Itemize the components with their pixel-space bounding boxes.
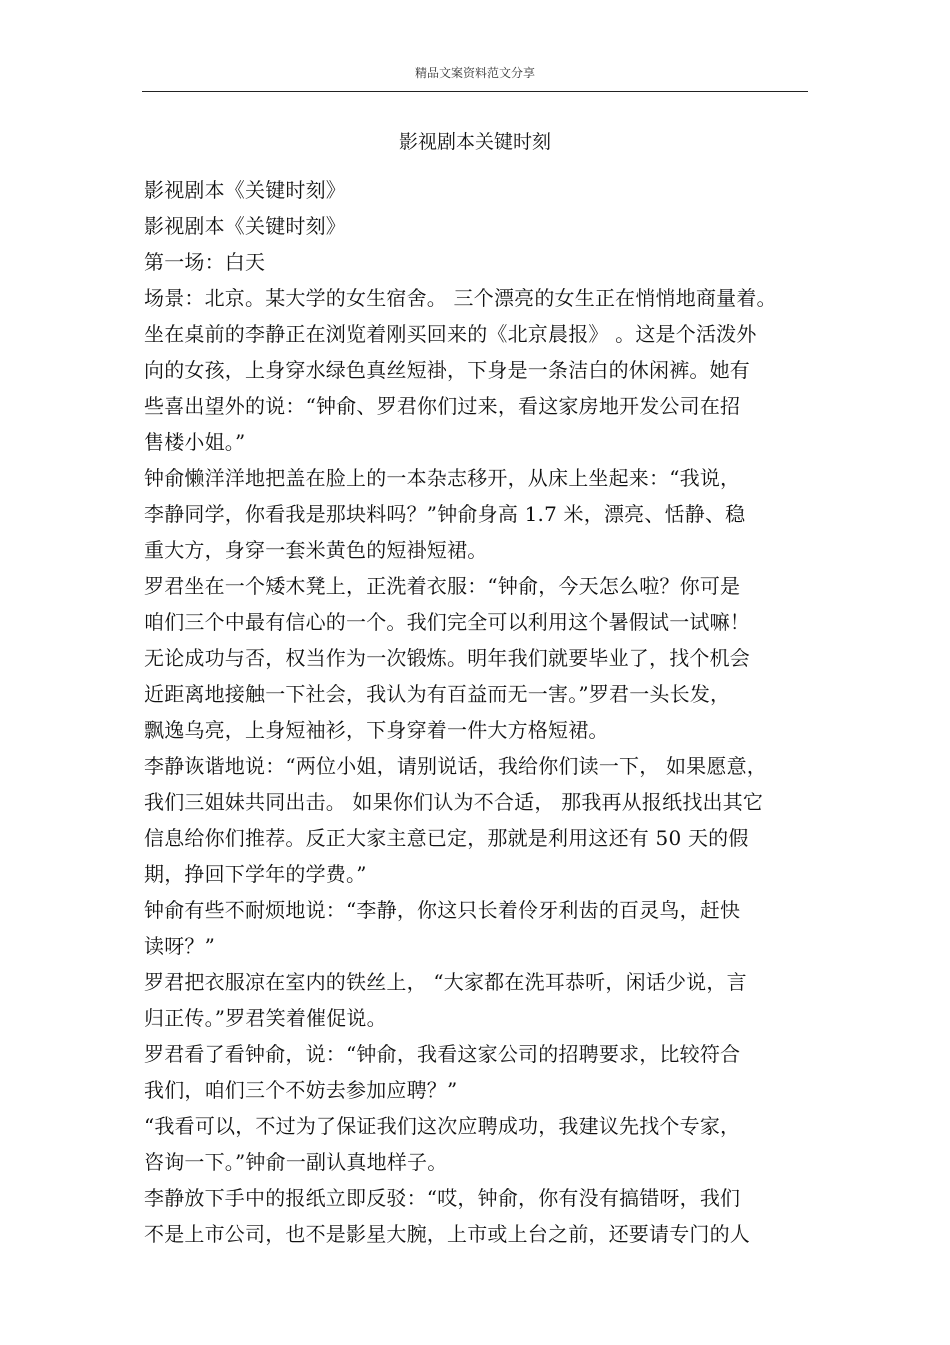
header-divider (142, 91, 808, 92)
text-line: 钟俞懒洋洋地把盖在脸上的一本杂志移开，从床上坐起来：“我说， (144, 466, 741, 490)
text-line: 重大方，身穿一套米黄色的短褂短裙。 (144, 538, 488, 562)
text-line: 场景：北京。某大学的女生宿舍。 三个漂亮的女生正在悄悄地商量着。 (144, 286, 777, 310)
text-line: 钟俞有些不耐烦地说：“李静，你这只长着伶牙利齿的百灵鸟，赶快 (144, 898, 741, 922)
text-line: 不是上市公司，也不是影星大腕，上市或上台之前，还要请专门的人 (144, 1222, 750, 1246)
text-line: 无论成功与否，权当作为一次锻炼。明年我们就要毕业了，找个机会 (144, 646, 750, 670)
page-header: 精品文案资料范文分享 (414, 66, 535, 80)
text-line: 李静同学，你看我是那块料吗？”钟俞身高 1.7 米，漂亮、恬静、稳 (144, 502, 746, 526)
text-line: 罗君坐在一个矮木凳上，正洗着衣服：“钟俞，今天怎么啦？你可是 (144, 574, 741, 598)
text-line: 罗君把衣服凉在室内的铁丝上， “大家都在洗耳恭听，闲话少说，言 (144, 970, 747, 994)
text-line: 飘逸乌亮，上身短袖衫，下身穿着一件大方格短裙。 (144, 718, 609, 742)
text-line: 第一场：白天 (144, 250, 266, 274)
text-line: 我们，咱们三个不妨去参加应聘？” (144, 1078, 458, 1102)
text-line: 李静放下手中的报纸立即反驳：“哎，钟俞，你有没有搞错呀，我们 (144, 1186, 741, 1210)
text-line: 坐在桌前的李静正在浏览着刚买回来的《北京晨报》 。这是个活泼外 (144, 322, 757, 346)
text-line: 读呀？” (144, 934, 216, 958)
text-line: 售楼小姐。” (144, 430, 246, 454)
text-line: 李静诙谐地说：“两位小姐，请别说话，我给你们读一下， 如果愿意， (144, 754, 767, 778)
text-line: 些喜出望外的说：“钟俞、罗君你们过来，看这家房地开发公司在招 (144, 394, 741, 418)
text-line: 信息给你们推荐。反正大家主意已定，那就是利用这还有 50 天的假 (144, 826, 749, 850)
text-line: 影视剧本《关键时刻》 (144, 214, 346, 238)
text-line: 归正传。”罗君笑着催促说。 (144, 1006, 387, 1030)
text-line: “我看可以，不过为了保证我们这次应聘成功，我建议先找个专家， (144, 1114, 741, 1138)
text-line: 罗君看了看钟俞，说：“钟俞，我看这家公司的招聘要求，比较符合 (144, 1042, 741, 1066)
text-line: 咱们三个中最有信心的一个。我们完全可以利用这个暑假试一试嘛！ (144, 610, 750, 634)
text-line: 影视剧本《关键时刻》 (144, 178, 346, 202)
document-body (144, 172, 808, 1252)
text-line: 期，挣回下学年的学费。” (144, 862, 367, 886)
text-line: 我们三姐妹共同出击。 如果你们认为不合适， 那我再从报纸找出其它 (144, 790, 764, 814)
document-title: 影视剧本关键时刻 (398, 131, 551, 153)
text-line: 咨询一下。”钟俞一副认真地样子。 (144, 1150, 448, 1174)
text-line: 近距离地接触一下社会，我认为有百益而无一害。”罗君一头长发， (144, 682, 731, 706)
text-line: 向的女孩，上身穿水绿色真丝短褂，下身是一条洁白的休闲裤。她有 (144, 358, 750, 382)
